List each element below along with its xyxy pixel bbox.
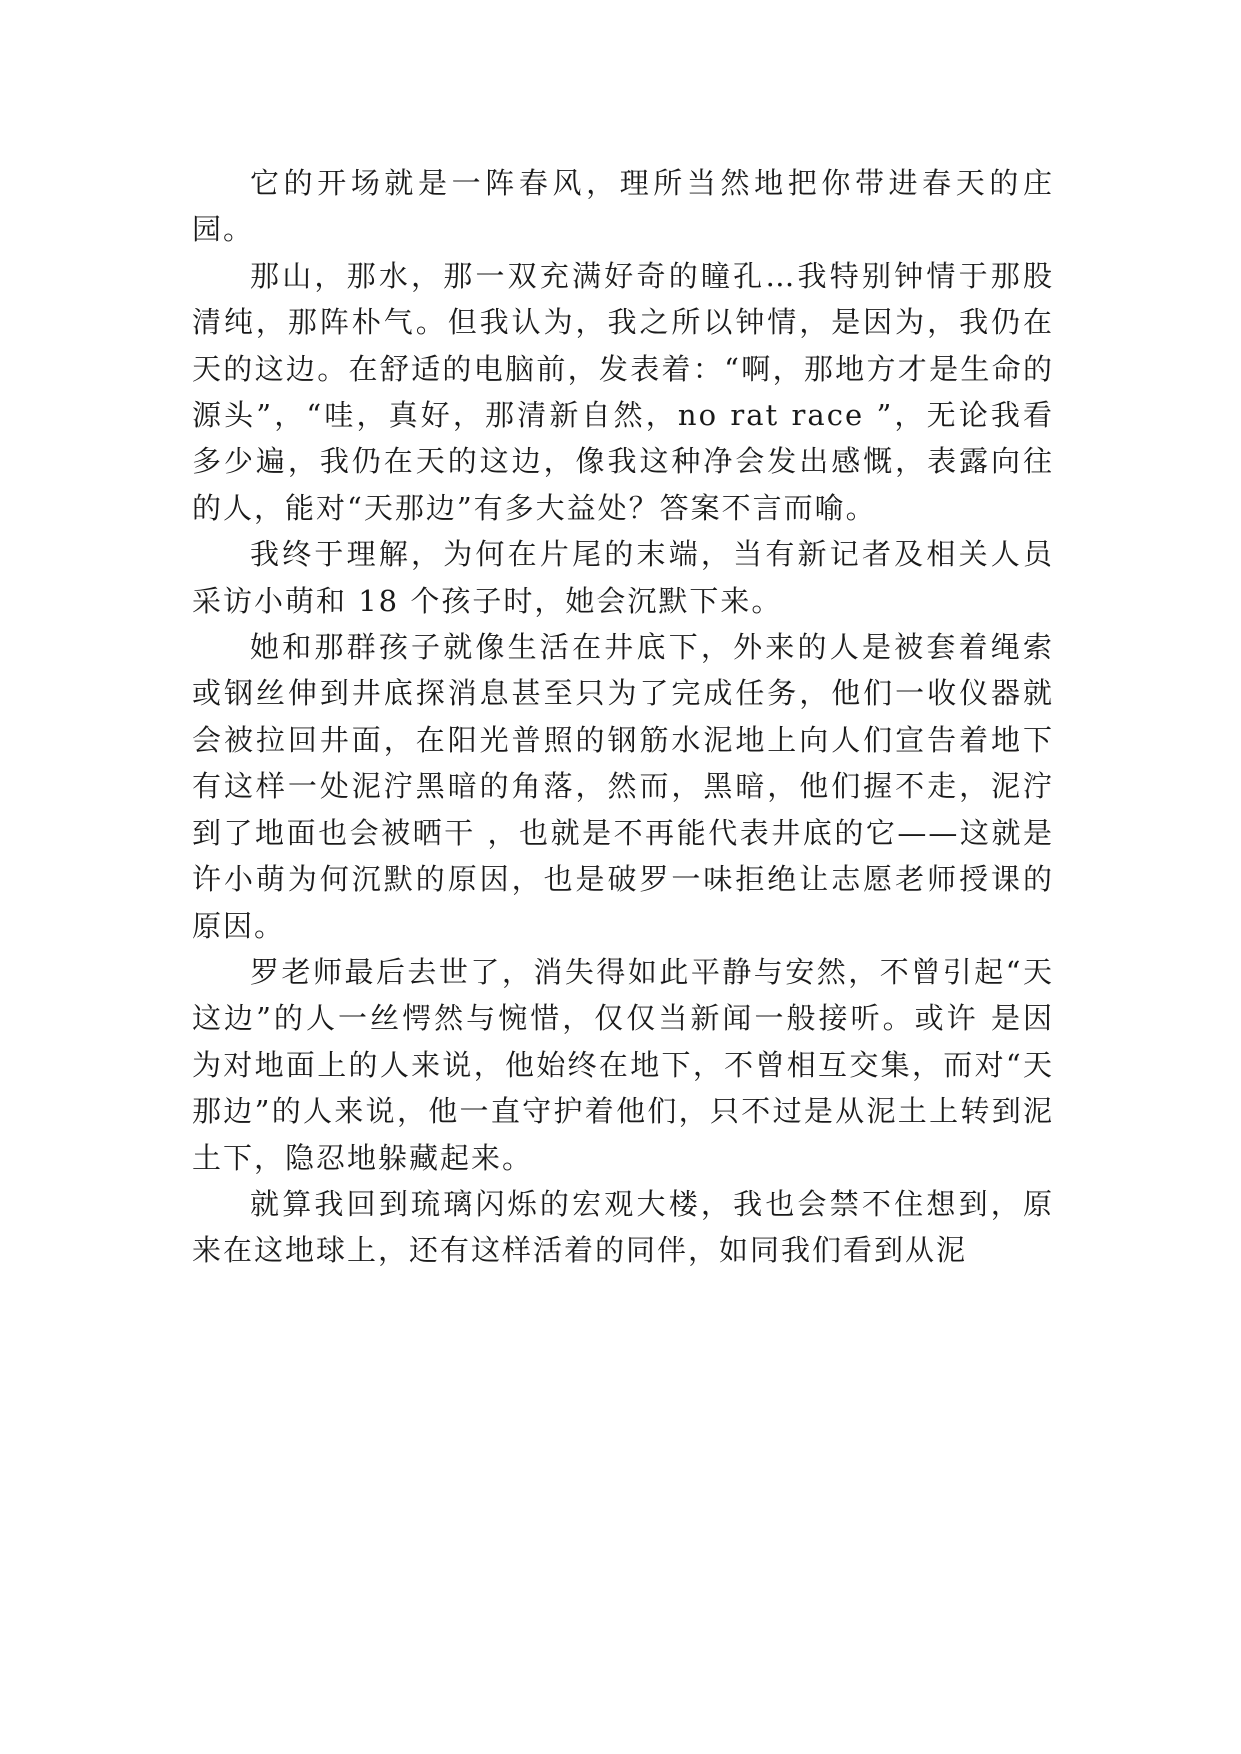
paragraph-6: 就算我回到琉璃闪烁的宏观大楼，我也会禁不住想到，原来在这地球上，还有这样活着的同伴，如同我们看到从泥 — [192, 1186, 1054, 1268]
paragraph-5: 罗老师最后去世了，消失得如此平静与安然，不曾引起“天这边”的人一丝愕然与惋惜，仅仅当新闻一般接听。或许 是因为对地面上的人来说，他始终在地下，不曾相互交集，而对“天那边”的人来说，他一直守护着他们，只不过是从泥土上转到泥土下，隐忍地躲藏起来。 — [192, 954, 1054, 1175]
paragraph-1: 它的开场就是一阵春风，理所当然地把你带进春天的庄园。 — [192, 166, 1054, 247]
paragraph-4: 她和那群孩子就像生活在井底下，外来的人是被套着绳索或钢丝伸到井底探消息甚至只为了完成任务，他们一收仪器就会被拉回井面，在阳光普照的钢筋水泥地上向人们宣告着地下有这样一处泥泞黑暗的角落，然而，黑暗，他们握不走，泥泞到了地面也会被晒干 ，也就是不再能代表井底的它——这就是许小萌为何沉默的原因，也是破罗一味拒绝让志愿老师授课的原因。 — [192, 630, 1054, 943]
paragraph-3: 我终于理解，为何在片尾的末端，当有新记者及相关人员采访小萌和 18 个孩子时，她会沉默下来。 — [192, 537, 1054, 618]
document-body — [192, 160, 1054, 1274]
paragraph-2: 那山，那水，那一双充满好奇的瞳孔…我特别钟情于那股清纯，那阵朴气。但我认为，我之所以钟情，是因为，我仍在天的这边。在舒适的电脑前，发表着：“啊，那地方才是生命的源头”，“哇，真好，那清新自然，no rat race ”，无论我看多少遍，我仍在天的这边，像我这种净会发出感慨，表露向往的人，能对“天那边”有多大益处？答案不言而喻。 — [192, 258, 1054, 525]
